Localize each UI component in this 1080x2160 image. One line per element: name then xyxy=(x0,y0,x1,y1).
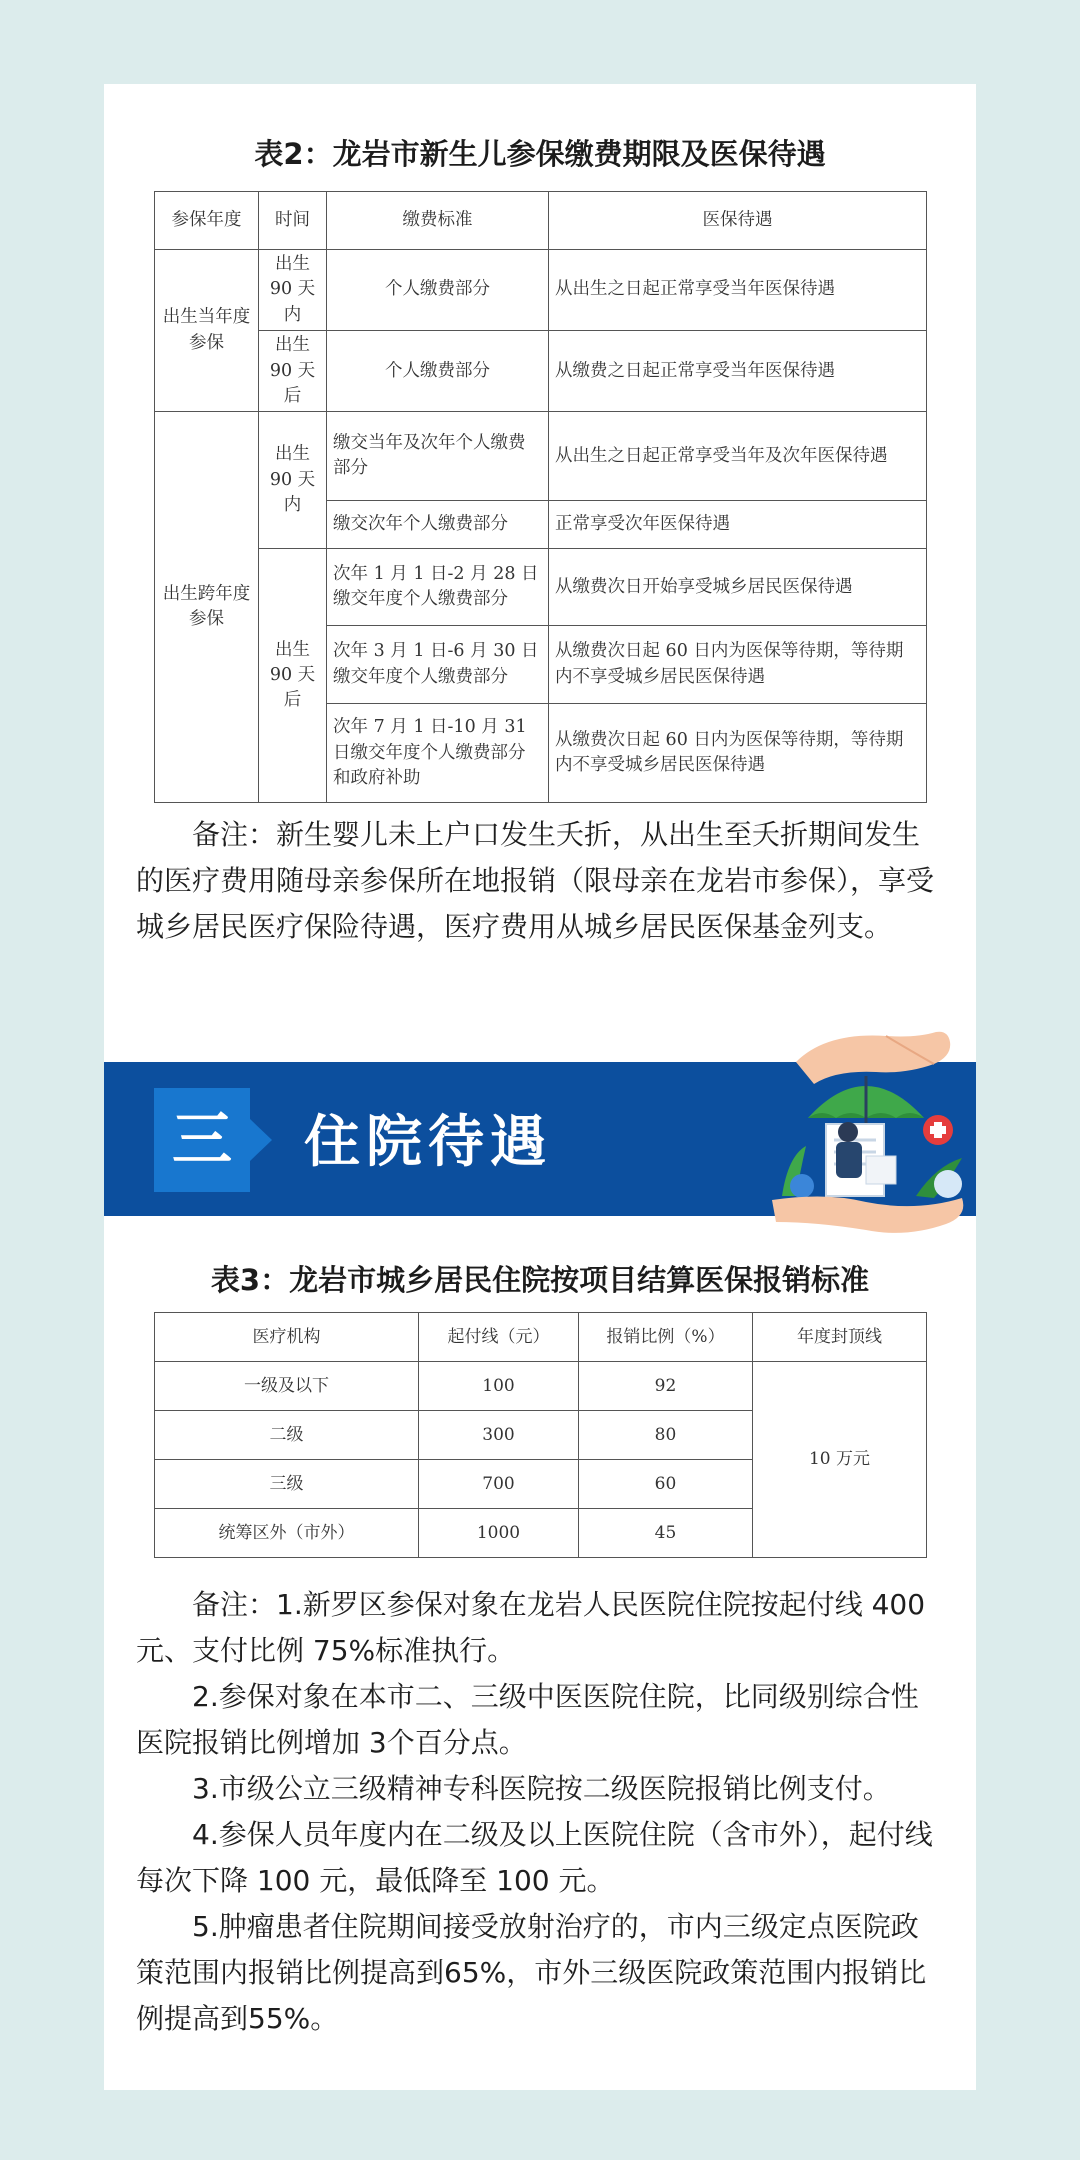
table3-level-cell: 一级及以下 xyxy=(155,1362,419,1411)
group-label-current-year: 出生当年度参保 xyxy=(155,250,259,412)
table2-header: 参保年度 xyxy=(155,192,259,250)
table2-benefit-cell: 从缴费次日起 60 日内为医保等待期，等待期内不享受城乡居民医保待遇 xyxy=(549,626,927,704)
table2-time-cell: 出生 90 天内 xyxy=(259,412,327,549)
note-item: 备注：1.新罗区参保对象在龙岩人民医院住院按起付线 400 元、支付比例 75%标准执行。 xyxy=(136,1588,926,1667)
table2-header: 时间 xyxy=(259,192,327,250)
table3-header: 起付线（元） xyxy=(419,1313,579,1362)
table2-benefit-cell: 从缴费次日起 60 日内为医保等待期，等待期内不享受城乡居民医保待遇 xyxy=(549,704,927,803)
table3-title: 表3：龙岩市城乡居民住院按项目结算医保报销标准 xyxy=(210,1263,870,1297)
table3-ratio-cell: 60 xyxy=(579,1460,753,1509)
table2-time-cell: 出生 90 天后 xyxy=(259,331,327,412)
table3-ratio-cell: 45 xyxy=(579,1509,753,1558)
table2-benefit-cell: 从缴费之日起正常享受当年医保待遇 xyxy=(549,331,927,412)
table3-deductible-cell: 300 xyxy=(419,1411,579,1460)
badge-arrow xyxy=(250,1119,272,1161)
table2-fee-cell: 次年 3 月 1 日-6 月 30 日缴交年度个人缴费部分 xyxy=(327,626,549,704)
table2-header: 缴费标准 xyxy=(327,192,549,250)
table2-time-cell: 出生 90 天内 xyxy=(259,250,327,331)
table2-time-cell: 出生 90 天后 xyxy=(259,549,327,803)
table3-notes xyxy=(136,1582,946,2042)
table3-level-cell: 统筹区外（市外） xyxy=(155,1509,419,1558)
table2-benefit-cell: 从缴费次日开始享受城乡居民医保待遇 xyxy=(549,549,927,626)
hospitalization-reimbursement-table xyxy=(154,1312,927,1558)
table2-fee-cell: 次年 1 月 1 日-2 月 28 日缴交年度个人缴费部分 xyxy=(327,549,549,626)
hands-umbrella-illustration-icon xyxy=(766,1026,976,1236)
table3-header: 医疗机构 xyxy=(155,1313,419,1362)
content-card xyxy=(104,84,976,2090)
table3-header: 年度封顶线 xyxy=(753,1313,927,1362)
table3-header: 报销比例（%） xyxy=(579,1313,753,1362)
section-number-badge xyxy=(154,1088,250,1192)
table3-ratio-cell: 80 xyxy=(579,1411,753,1460)
table3-ratio-cell: 92 xyxy=(579,1362,753,1411)
note-item: 3.市级公立三级精神专科医院按二级医院报销比例支付。 xyxy=(192,1772,891,1805)
note-item: 5.肿瘤患者住院期间接受放射治疗的，市内三级定点医院政策范围内报销比例提高到65%，市外三级医院政策范围内报销比例提高到55%。 xyxy=(136,1910,927,2035)
newborn-insurance-table xyxy=(154,191,927,803)
table2-benefit-cell: 正常享受次年医保待遇 xyxy=(549,501,927,549)
table2-fee-cell: 缴交次年个人缴费部分 xyxy=(327,501,549,549)
table2-title: 表2：龙岩市新生儿参保缴费期限及医保待遇 xyxy=(254,137,826,171)
table2-note xyxy=(136,812,946,950)
table2-header: 医保待遇 xyxy=(549,192,927,250)
table3-deductible-cell: 700 xyxy=(419,1460,579,1509)
section-number: 三 xyxy=(172,1105,232,1175)
annual-cap-cell: 10 万元 xyxy=(753,1362,927,1558)
table3-level-cell: 二级 xyxy=(155,1411,419,1460)
table2-benefit-cell: 从出生之日起正常享受当年及次年医保待遇 xyxy=(549,412,927,501)
table3-deductible-cell: 1000 xyxy=(419,1509,579,1558)
table2-fee-cell: 次年 7 月 1 日-10 月 31 日缴交年度个人缴费部分和政府补助 xyxy=(327,704,549,803)
table2-benefit-cell: 从出生之日起正常享受当年医保待遇 xyxy=(549,250,927,331)
table2-fee-cell: 缴交当年及次年个人缴费部分 xyxy=(327,412,549,501)
section-title: 住院待遇 xyxy=(304,1110,552,1175)
note-item: 4.参保人员年度内在二级及以上医院住院（含市外），起付线每次下降 100 元，最低降至 100 元。 xyxy=(136,1818,933,1897)
table2-fee-cell: 个人缴费部分 xyxy=(327,331,549,412)
table3-level-cell: 三级 xyxy=(155,1460,419,1509)
table3-deductible-cell: 100 xyxy=(419,1362,579,1411)
note-item: 2.参保对象在本市二、三级中医医院住院，比同级别综合性医院报销比例增加 3个百分点。 xyxy=(136,1680,919,1759)
table2-fee-cell: 个人缴费部分 xyxy=(327,250,549,331)
note-text: 备注：新生婴儿未上户口发生夭折，从出生至夭折期间发生的医疗费用随母亲参保所在地报销（限母亲在龙岩市参保），享受城乡居民医疗保险待遇，医疗费用从城乡居民医保基金列支。 xyxy=(136,818,935,943)
group-label-cross-year: 出生跨年度参保 xyxy=(155,412,259,803)
section-banner xyxy=(104,1062,976,1216)
